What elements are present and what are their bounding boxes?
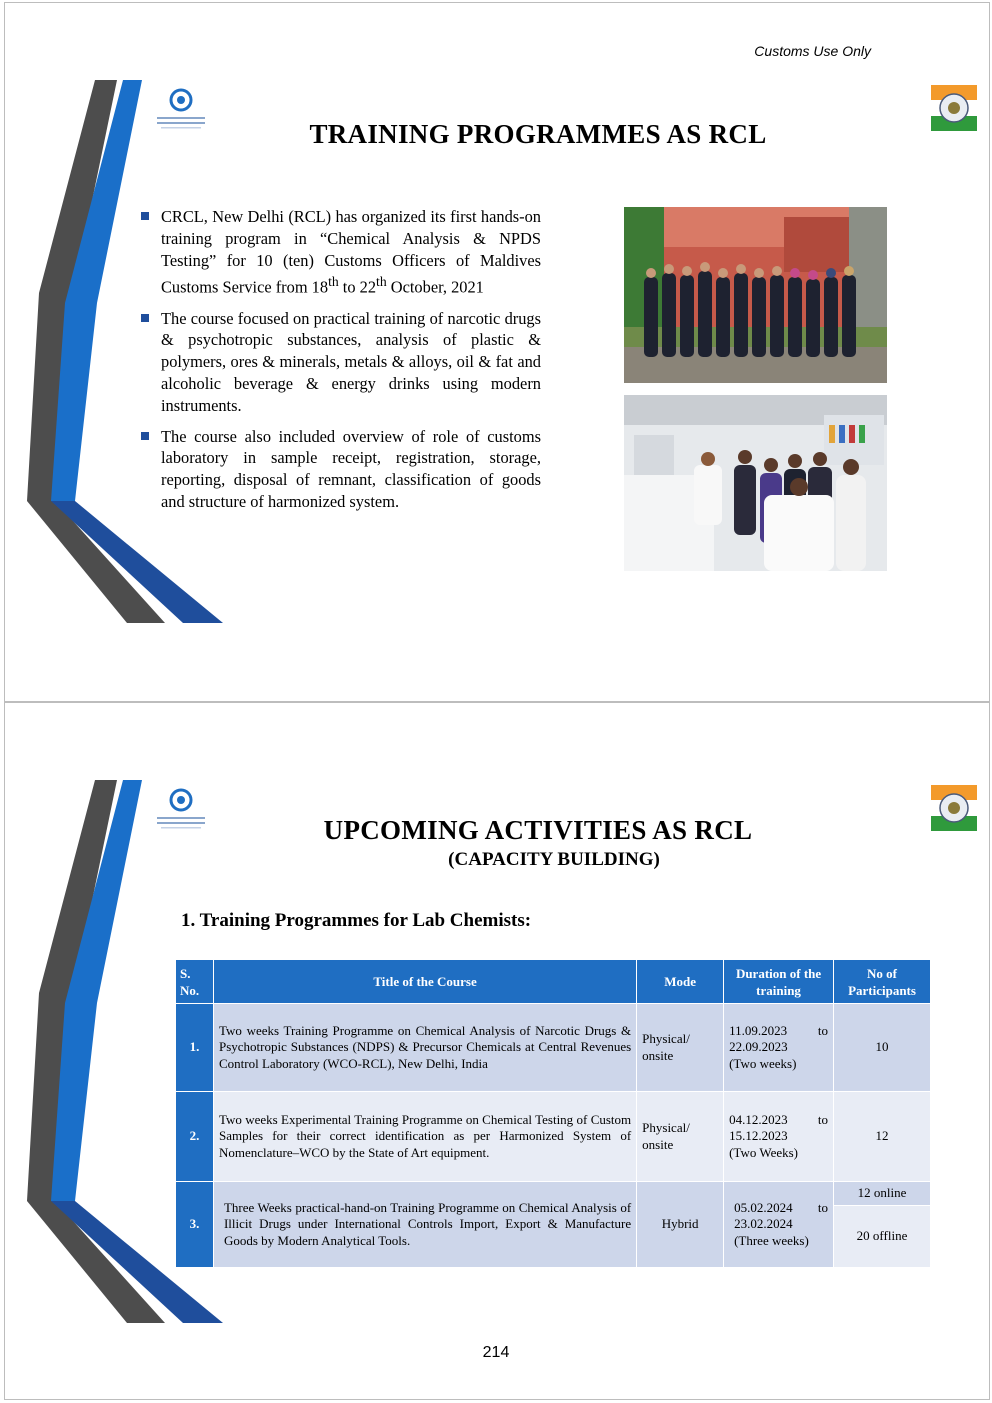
- slide-subtitle: (CAPACITY BUILDING): [448, 849, 660, 870]
- row-participants-offline: 20 offline: [834, 1206, 931, 1268]
- bullet-list: [137, 206, 541, 522]
- row-title: Three Weeks practical-hand-on Training Programme on Chemical Analysis of Illicit Drugs under International Controls Import, Export & Manufacture Goods by Modern Analytical Tools.: [213, 1182, 636, 1268]
- row-sno: 1.: [176, 1004, 214, 1092]
- row-sno: 3.: [176, 1182, 214, 1268]
- row-title: Two weeks Training Programme on Chemical Analysis of Narcotic Drugs & Psychotropic Substances (NDPS) & Precursor Chemicals at Central Revenues Control Laboratory (WCO-RCL), New Delhi, India: [213, 1004, 636, 1092]
- table-header-row: [176, 960, 931, 1004]
- row-participants-online: 12 online: [834, 1182, 931, 1206]
- table-row: [176, 1182, 931, 1206]
- square-bullet-icon: [141, 432, 149, 440]
- row-duration: 05.02.2024 to 23.02.2024 (Three weeks): [724, 1182, 834, 1268]
- row-participants: 10: [834, 1004, 931, 1092]
- table-row: [176, 1092, 931, 1182]
- slide-upcoming-activities: [4, 702, 990, 1400]
- slide-training-programmes: [4, 2, 990, 702]
- row-mode: Physical/ onsite: [637, 1092, 724, 1182]
- slide-title: TRAINING PROGRAMMES AS RCL: [309, 119, 767, 149]
- bullet-item-1: CRCL, New Delhi (RCL) has organized its first hands-on training program in “Chemical Analysis & NPDS Testing” for 10 (ten) Customs Officers of Maldives Customs Service from 18th to 22th October, 2021: [137, 206, 541, 299]
- header-duration: Duration of the training: [724, 960, 834, 1004]
- row-participants: 12: [834, 1092, 931, 1182]
- square-bullet-icon: [141, 314, 149, 322]
- row-mode: Hybrid: [637, 1182, 724, 1268]
- header-mode: Mode: [637, 960, 724, 1004]
- row-title: Two weeks Experimental Training Programme on Chemical Testing of Custom Samples for their correct identification as per Harmonized System of Nomenclature–WCO by the State of Art equipment.: [213, 1092, 636, 1182]
- header-participants: No of Participants: [834, 960, 931, 1004]
- lab-photo: [624, 395, 887, 571]
- customs-use-only-note: Customs Use Only: [754, 43, 871, 59]
- bullet-item-2: The course focused on practical training of narcotic drugs & psychotropic substances, analysis of plastic & polymers, ores & minerals, metals & alloys, oil & fat and alcoholic beverage & energy drinks using modern instruments.: [137, 308, 541, 417]
- header-title: Title of the Course: [213, 960, 636, 1004]
- header-sno: S. No.: [176, 960, 214, 1004]
- square-bullet-icon: [141, 212, 149, 220]
- bullet-item-3: The course also included overview of role of customs laboratory in sample receipt, registration, storage, reporting, disposal of remnant, classification of goods and structure of harmonized system.: [137, 426, 541, 513]
- page-number: 214: [482, 1344, 510, 1361]
- row-duration: 11.09.2023 to 22.09.2023 (Two weeks): [724, 1004, 834, 1092]
- row-duration: 04.12.2023 to 15.12.2023 (Two Weeks): [724, 1092, 834, 1182]
- row-sno: 2.: [176, 1092, 214, 1182]
- courses-table: [175, 959, 931, 1268]
- table-row: [176, 1004, 931, 1092]
- row-mode: Physical/ onsite: [637, 1004, 724, 1092]
- section-heading: 1. Training Programmes for Lab Chemists:: [181, 910, 532, 931]
- group-photo: [624, 207, 887, 383]
- slide-title: UPCOMING ACTIVITIES AS RCL: [323, 815, 753, 845]
